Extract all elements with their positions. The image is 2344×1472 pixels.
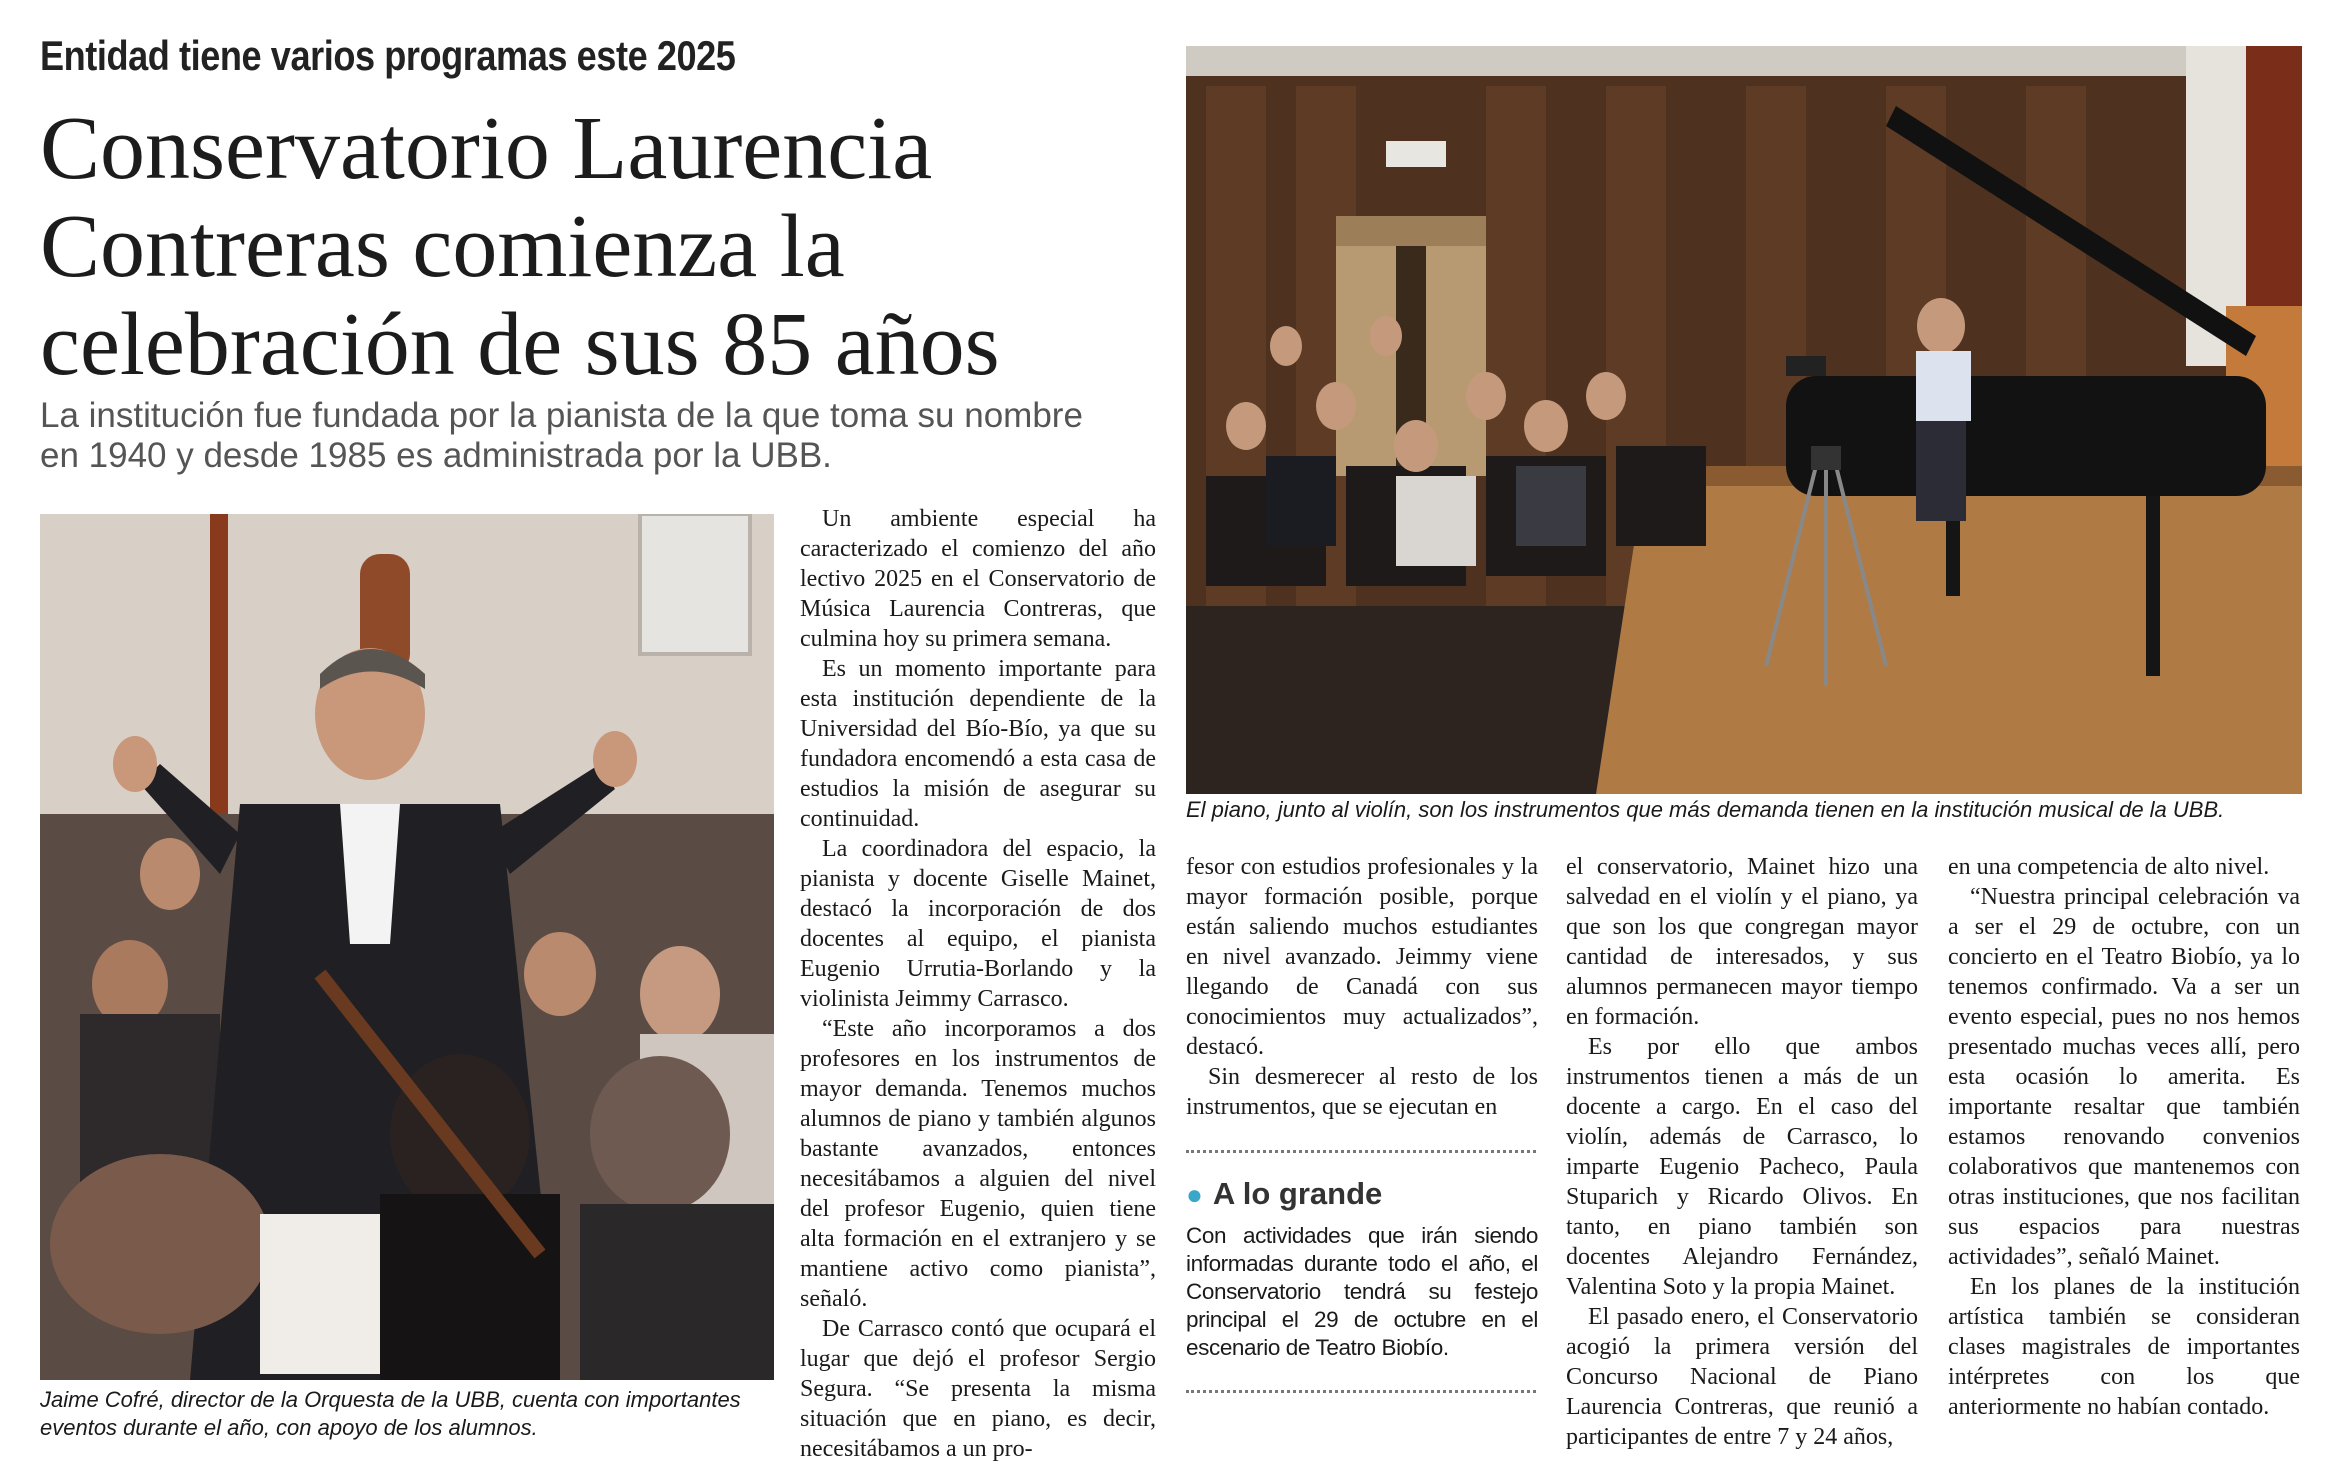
body-column-4 <box>1948 852 2300 1432</box>
conductor-photo <box>40 514 774 1380</box>
deck-line-1: La institución fue fundada por la pianista de la que toma su nombre <box>40 396 1083 435</box>
bullet-icon: ● <box>1186 1179 1203 1210</box>
sidebar-title-text: A lo grande <box>1212 1176 1383 1211</box>
piano-recital-illustration <box>1186 46 2302 794</box>
paragraph: En los planes de la institución artística también se consideran clases magistrales de importantes intérpretes con los que anteriormente no habían contado. <box>1948 1274 2300 1420</box>
body-column-1 <box>800 504 1156 1462</box>
headline-line-1: Conservatorio Laurencia <box>40 99 933 198</box>
paragraph: Un ambiente especial ha caracterizado el comienzo del año lectivo 2025 en el Conservatorio de Música Laurencia Contreras, que culmina hoy su primera semana. <box>800 506 1156 652</box>
paragraph: el conservatorio, Mainet hizo una salvedad en el violín y el piano, ya que son los que congregan mayor cantidad de interesados, y sus alumnos permanecen mayor tiempo en formación. <box>1566 854 1918 1030</box>
piano-recital-photo <box>1186 46 2302 794</box>
deck <box>40 396 1200 476</box>
headline-line-3: celebración de sus 85 años <box>40 295 1000 394</box>
sidebar-title <box>1186 1176 1382 1212</box>
sidebar-bottom-divider <box>1186 1390 1536 1393</box>
paragraph: en una competencia de alto nivel. <box>1948 854 2270 880</box>
paragraph: Sin desmerecer al resto de los instrumentos, que se ejecutan en <box>1186 1064 1538 1120</box>
paragraph: fesor con estudios profesionales y la mayor formación posible, porque están saliendo muchos estudiantes en nivel avanzado. Jeimmy viene llegando de Canadá con sus conocimientos muy actualizados”, destacó. <box>1186 854 1538 1060</box>
headline <box>40 100 1180 394</box>
piano-photo-caption: El piano, junto al violín, son los instrumentos que más demanda tienen en la institución musical de la UBB. <box>1186 797 2225 822</box>
paragraph: “Nuestra principal celebración va a ser el 29 de octubre, con un concierto en el Teatro Biobío, ya lo tenemos confirmado. Va a ser un evento especial, pues no nos hemos presentado muchas veces allí, pero esta ocasión lo amerita. Es importante resaltar que también estamos renovando convenios colaborativos que mantenemos con otras instituciones, que nos facilitan sus espacios para nuestras actividades”, señaló Mainet. <box>1948 884 2300 1270</box>
body-column-2 <box>1186 852 1538 1122</box>
conductor-photo-caption: Jaime Cofré, director de la Orquesta de la UBB, cuenta con importantes eventos durante el año, con apoyo de los alumnos. <box>40 1387 741 1440</box>
headline-line-2: Contreras comienza la <box>40 197 845 296</box>
paragraph: De Carrasco contó que ocupará el lugar que dejó el profesor Sergio Segura. “Se presenta la misma situación que en piano, es decir, necesitábamos a un pro- <box>800 1316 1156 1462</box>
deck-line-2: en 1940 y desde 1985 es administrada por la UBB. <box>40 436 832 475</box>
conductor-photo-illustration <box>40 514 774 1380</box>
paragraph: “Este año incorporamos a dos profesores en los instrumentos de mayor demanda. Tenemos muchos alumnos de piano y también algunos bastante avanzados, entonces necesitábamos a alguien del nivel del profesor Eugenio, quien tiene alta formación en el extranjero y se mantiene activo como pianista”, señaló. <box>800 1016 1156 1312</box>
body-column-3 <box>1566 852 1918 1450</box>
paragraph: La coordinadora del espacio, la pianista y docente Giselle Mainet, destacó la incorporación de dos docentes al equipo, el pianista Eugenio Urrutia-Borlando y la violinista Jeimmy Carrasco. <box>800 836 1156 1012</box>
kicker: Entidad tiene varios programas este 2025 <box>40 32 736 79</box>
paragraph: Es un momento importante para esta institución dependiente de la Universidad del Bío-Bío, ya que su fundadora encomendó a esta casa de estudios la misión de asegurar su continuidad. <box>800 656 1156 832</box>
paragraph: El pasado enero, el Conservatorio acogió la primera versión del Concurso Nacional de Piano Laurencia Contreras, que reunió a participantes de entre 7 y 24 años, <box>1566 1304 1918 1450</box>
paragraph: Es por ello que ambos instrumentos tienen a más de un docente a cargo. En el caso del violín, además de Carrasco, lo imparte Eugenio Pacheco, Paula Stuparich y Ricardo Olivos. En tanto, en piano también son docentes Alejandro Fernández, Valentina Soto y la propia Mainet. <box>1566 1034 1918 1300</box>
sidebar-text: Con actividades que irán siendo informadas durante todo el año, el Conservatorio tendrá su festejo principal el 29 de octubre en el escenario de Teatro Biobío. <box>1186 1223 1538 1360</box>
sidebar-top-divider <box>1186 1150 1536 1153</box>
